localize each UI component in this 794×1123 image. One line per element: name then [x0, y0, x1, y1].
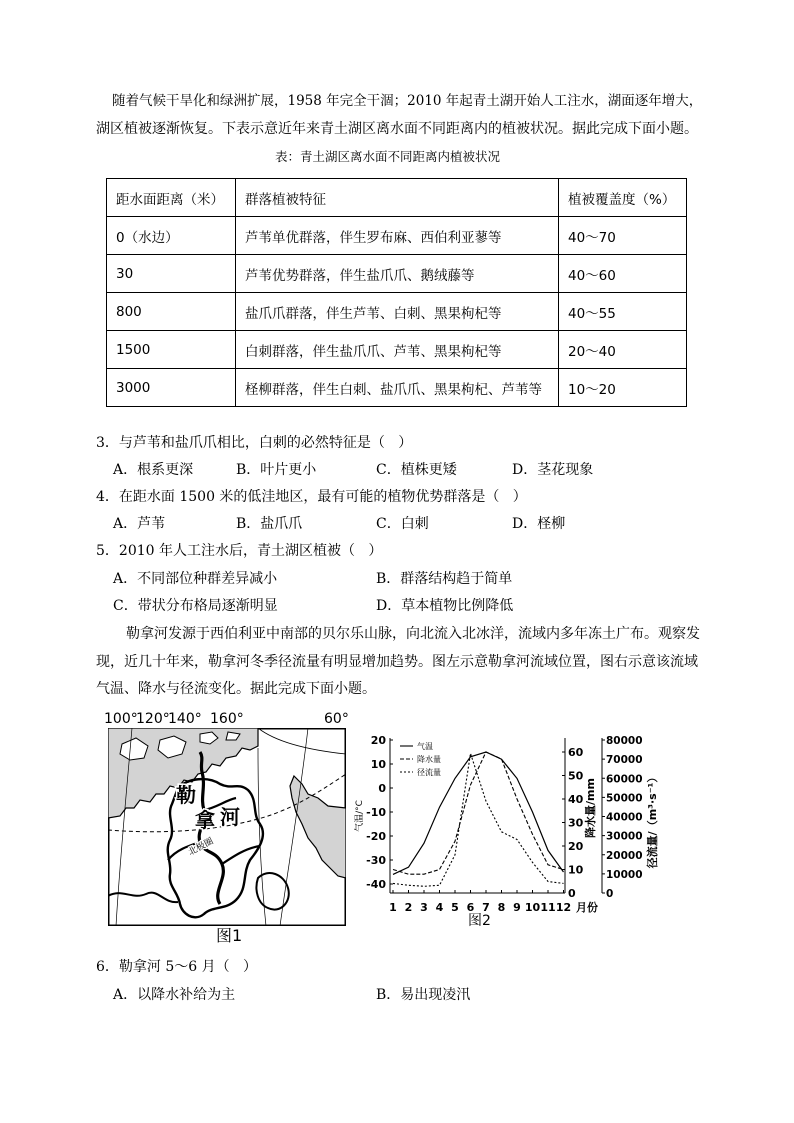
cell-distance: 30	[107, 255, 236, 293]
table-row	[107, 293, 687, 331]
temperature-tick-label: -40	[366, 878, 386, 891]
intro1-line2: 湖区植被逐渐恢复。下表示意近年来青土湖区离水面不同距离内的植被状况。据此完成下面小题。	[96, 121, 698, 137]
month-tick-label: 4	[435, 901, 444, 914]
runoff-tick-label: 60000	[606, 773, 643, 786]
runoff-tick-label: 10000	[606, 868, 643, 881]
month-tick-label: 10	[524, 901, 541, 914]
precipitation-tick-label: 0	[568, 887, 576, 900]
river-name-char: 拿	[195, 808, 215, 832]
cell-community: 柽柳群落，伴生白刺、盐爪爪、黑果枸杞、芦苇等	[236, 369, 559, 407]
runoff-tick-label: 0	[606, 888, 614, 900]
question-4-option-c[interactable]: C．白刺	[376, 516, 429, 532]
map-latitude-label: 60°	[324, 711, 349, 727]
question-6-option-b[interactable]: B．易出现凌汛	[376, 987, 471, 1003]
header-community: 群落植被特征	[236, 179, 559, 217]
question-3-option-b[interactable]: B．叶片更小	[236, 462, 317, 478]
question-4-option-d[interactable]: D．柽柳	[512, 516, 566, 532]
question-3-stem: 3．与芦苇和盐爪爪相比，白刺的必然特征是（ ）	[96, 435, 413, 451]
temperature-tick-label: 0	[378, 782, 386, 795]
runoff-tick-label: 40000	[606, 811, 643, 824]
temperature-tick-label: 10	[370, 758, 386, 771]
cell-community: 盐爪爪群落，伴生芦苇、白刺、黑果枸杞等	[236, 293, 559, 331]
table-row	[107, 369, 687, 407]
legend-label: 气温	[417, 742, 433, 751]
cell-community: 白刺群落，伴生盐爪爪、芦苇、黑果枸杞等	[236, 331, 559, 369]
question-5-option-d[interactable]: D．草本植物比例降低	[376, 598, 514, 614]
question-4-option-b[interactable]: B．盐爪爪	[236, 516, 303, 532]
cell-coverage: 40～60	[559, 255, 687, 293]
map-longitude-label: 140°	[168, 711, 202, 727]
precipitation-tick-label: 10	[568, 863, 584, 877]
intro1-line1: 随着气候干旱化和绿洲扩展，1958 年完全干涸；2010 年起青土湖开始人工注水，湖面逐年增大，	[112, 93, 703, 109]
month-axis-title: 月份	[576, 901, 598, 914]
month-tick-label: 6	[466, 901, 475, 914]
cell-community: 芦苇优势群落，伴生盐爪爪、鹅绒藤等	[236, 255, 559, 293]
header-coverage: 植被覆盖度（%）	[559, 179, 687, 217]
question-4-option-a[interactable]: A．芦苇	[113, 516, 166, 532]
question-5-option-c[interactable]: C．带状分布格局逐渐明显	[113, 598, 278, 614]
month-tick-label: 8	[497, 901, 506, 914]
month-tick-label: 12	[555, 901, 572, 914]
cell-coverage: 40～55	[559, 293, 687, 331]
temperature-tick-label: -10	[366, 806, 386, 819]
question-6-option-a[interactable]: A．以降水补给为主	[113, 987, 236, 1003]
precipitation-tick-label: 60	[568, 746, 584, 759]
cell-distance: 3000	[107, 369, 236, 407]
temperature-tick-label: 20	[370, 734, 386, 747]
intro2-line3: 气温、降水与径流变化。据此完成下面小题。	[96, 681, 376, 697]
temperature-tick-label: -30	[366, 854, 386, 867]
runoff-tick-label: 80000	[606, 735, 643, 747]
runoff-tick-label: 70000	[606, 754, 643, 767]
precipitation-tick-label: 20	[568, 840, 584, 853]
table-row	[107, 255, 687, 293]
month-tick-label: 1	[389, 901, 397, 914]
question-6-stem: 6．勒拿河 5～6 月（ ）	[96, 959, 257, 975]
month-tick-label: 2	[404, 901, 413, 914]
map-longitude-label: 120°	[136, 711, 170, 727]
intro2-line1: 勒拿河发源于西伯利亚中南部的贝尔乐山脉，向北流入北冰洋，流域内多年冻土广布。观察发	[126, 626, 700, 642]
question-3-option-c[interactable]: C．植株更矮	[376, 462, 457, 478]
climate-runoff-chart	[350, 728, 670, 928]
vegetation-table	[106, 178, 687, 407]
cell-coverage: 40～70	[559, 217, 687, 255]
cell-distance: 0（水边）	[107, 217, 236, 255]
precipitation-tick-label: 30	[568, 816, 584, 830]
legend-label: 径流量	[417, 768, 441, 777]
table-header-row	[107, 179, 687, 217]
precipitation-tick-label: 40	[568, 793, 584, 806]
cell-coverage: 10～20	[559, 369, 687, 407]
month-tick-label: 9	[513, 901, 521, 914]
month-tick-label: 11	[540, 901, 556, 914]
header-distance: 距水面距离（米）	[107, 179, 236, 217]
table-caption: 表：青土湖区离水面不同距离内植被状况	[275, 149, 501, 164]
map-longitude-label: 100°	[104, 711, 138, 727]
figure-1-caption: 图1	[216, 926, 243, 945]
temperature-axis-title: 气温/°C	[355, 800, 365, 832]
runoff-tick-label: 20000	[606, 849, 643, 862]
precipitation-tick-label: 50	[568, 769, 584, 783]
question-5-option-a[interactable]: A．不同部位种群差异减小	[113, 571, 278, 587]
month-tick-label: 7	[482, 901, 490, 914]
arctic-circle-label: 北极圈	[186, 836, 216, 858]
month-tick-label: 3	[420, 901, 428, 914]
legend-label: 降水量	[417, 755, 441, 764]
runoff-axis-title: 径流量/（m³·s⁻¹）	[646, 771, 659, 869]
cell-coverage: 20～40	[559, 331, 687, 369]
cell-distance: 1500	[107, 331, 236, 369]
precipitation-axis-title: 降水量/mm	[584, 778, 597, 838]
map-longitude-label: 160°	[210, 711, 244, 727]
question-3-option-d[interactable]: D．茎花现象	[512, 462, 594, 478]
temperature-tick-label: -20	[366, 830, 386, 843]
figure-2-caption: 图2	[468, 913, 491, 929]
table-row	[107, 217, 687, 255]
lena-basin-map	[108, 728, 346, 926]
table-row	[107, 331, 687, 369]
runoff-tick-label: 50000	[606, 792, 643, 805]
month-tick-label: 5	[451, 901, 459, 914]
intro2-line2: 现，近几十年来，勒拿河冬季径流量有明显增加趋势。图左示意勒拿河流域位置，图右示意该流域	[96, 654, 698, 670]
question-5-option-b[interactable]: B．群落结构趋于简单	[376, 571, 513, 587]
question-5-stem: 5．2010 年人工注水后，青土湖区植被（ ）	[96, 543, 383, 559]
question-3-option-a[interactable]: A．根系更深	[113, 462, 194, 478]
cell-distance: 800	[107, 293, 236, 331]
runoff-tick-label: 30000	[606, 830, 643, 843]
question-4-stem: 4．在距水面 1500 米的低洼地区，最有可能的植物优势群落是（ ）	[96, 489, 527, 505]
river-name-char: 勒	[176, 783, 196, 807]
river-name-char: 河	[220, 805, 240, 829]
cell-community: 芦苇单优群落，伴生罗布麻、西伯利亚蓼等	[236, 217, 559, 255]
